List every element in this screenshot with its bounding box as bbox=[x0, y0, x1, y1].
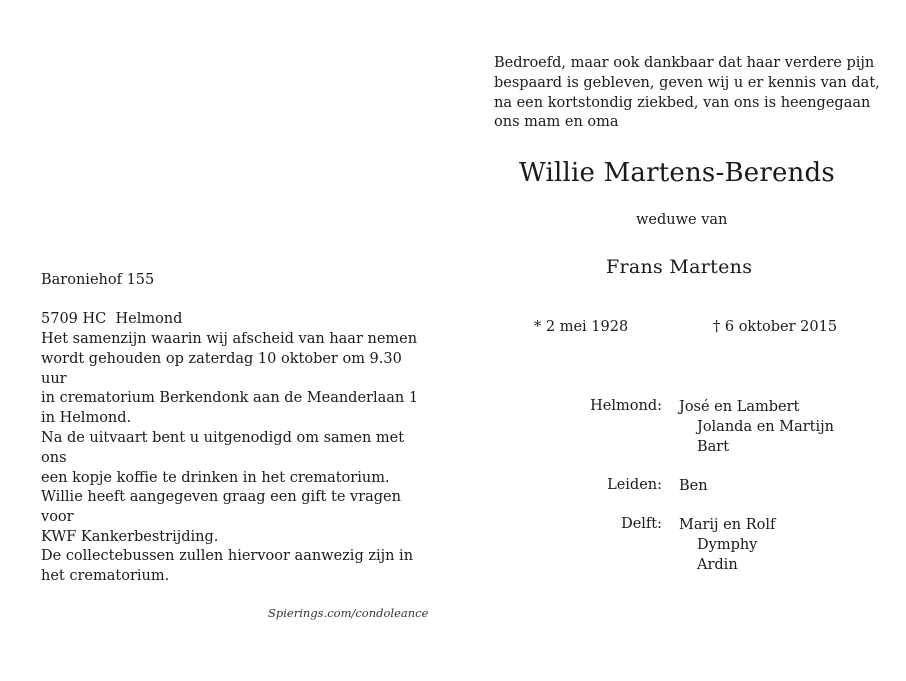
family-name: Dymphy bbox=[697, 536, 758, 553]
family-name: Ardin bbox=[697, 556, 738, 573]
gift-request-text: Willie heeft aangegeven graag een gift te vragen voor KWF Kankerbestrijding. De collectebussen zullen hiervoor aanwezig zijn in het crematorium. bbox=[41, 489, 414, 585]
family-names-helmond bbox=[679, 398, 834, 457]
family-name: Ben bbox=[679, 478, 708, 494]
intro-text: Bedroefd, maar ook dankbaar dat haar verdere pijn bespaard is gebleven, geven wij u er kennis van dat, na een kortstondig ziekbed, van ons is heengegaan ons mam en oma bbox=[494, 55, 880, 131]
family-name: Jolanda en Martijn bbox=[697, 418, 834, 435]
birth-date: * 2 mei 1928 bbox=[534, 319, 629, 335]
spouse-name: Frans Martens bbox=[606, 256, 753, 278]
deceased-name: Willie Martens-Berends bbox=[519, 158, 835, 188]
family-place-leiden: Leiden: bbox=[607, 477, 662, 493]
condolence-signature: Spierings.com/condoleance bbox=[268, 606, 429, 620]
family-names-delft bbox=[679, 516, 775, 575]
ceremony-text: Het samenzijn waarin wij afscheid van haar nemen wordt gehouden op zaterdag 10 oktober om 9.30 uur in crematorium Berkendonk aan de Meanderlaan 1 in Helmond. bbox=[41, 331, 419, 427]
family-name: Bart bbox=[697, 438, 730, 455]
family-place-helmond: Helmond: bbox=[590, 398, 662, 414]
coffee-invitation-text: Na de uitvaart bent u uitgenodigd om samen met ons een kopje koffie te drinken in het crematorium. bbox=[41, 430, 405, 486]
family-place-delft: Delft: bbox=[621, 516, 662, 532]
family-names-leiden bbox=[679, 477, 708, 497]
family-name: Marij en Rolf bbox=[679, 517, 776, 533]
family-name: José en Lambert bbox=[679, 399, 800, 415]
death-date: † 6 oktober 2015 bbox=[713, 319, 838, 335]
address-city: 5709 HC Helmond bbox=[41, 311, 183, 328]
address-street: Baroniehof 155 bbox=[41, 271, 155, 288]
widow-of-label: weduwe van bbox=[636, 212, 728, 228]
